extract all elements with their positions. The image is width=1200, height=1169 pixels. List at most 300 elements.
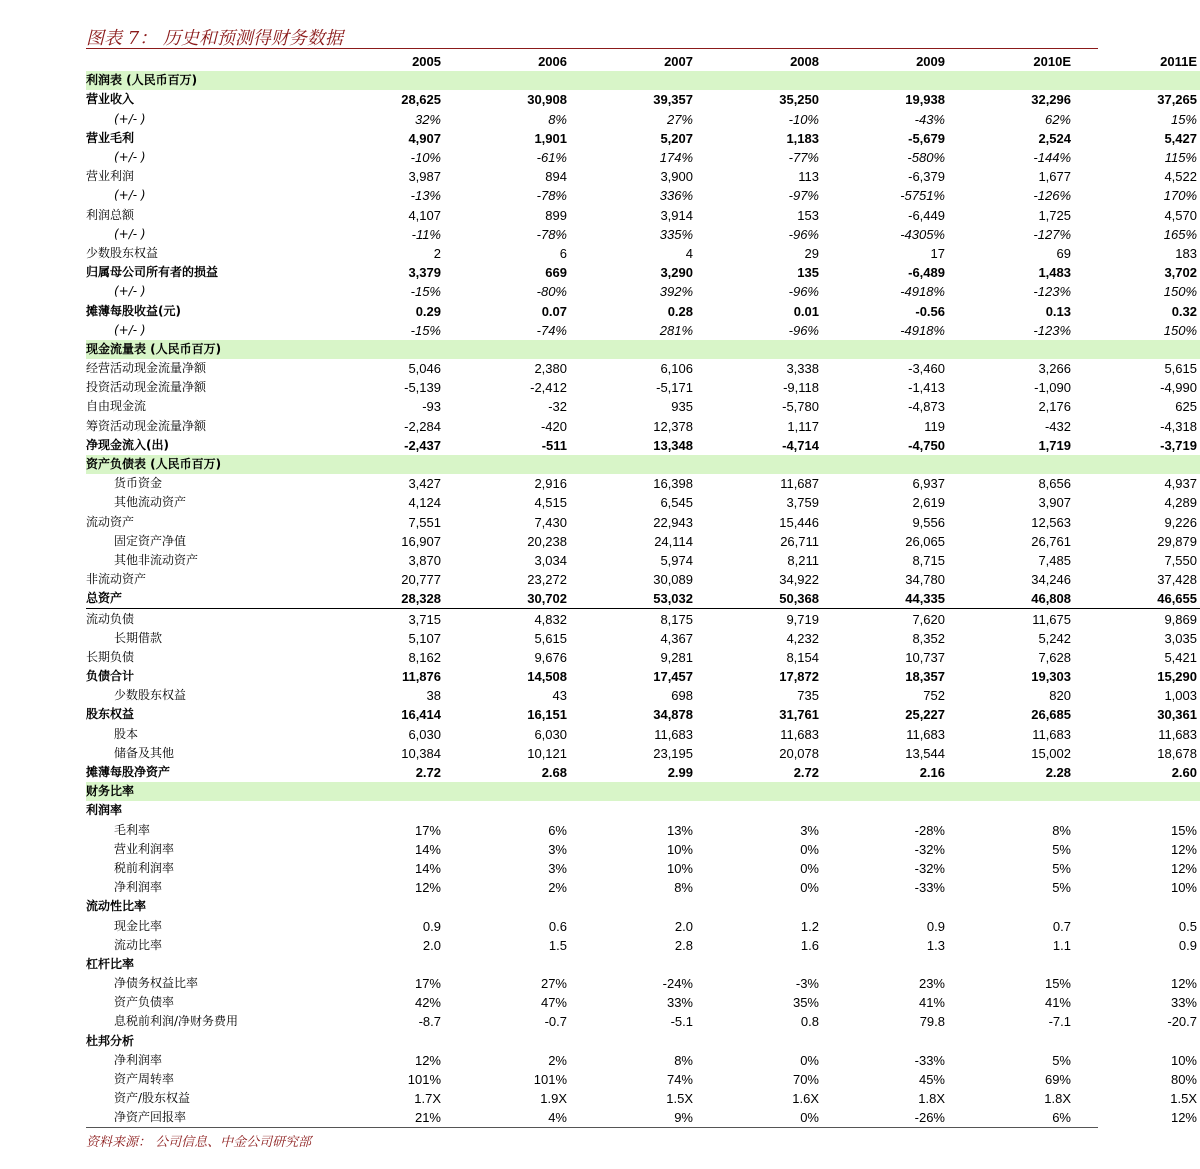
value-cell: 34,878 <box>653 707 693 723</box>
value-cell: -15% <box>410 284 441 300</box>
value-cell <box>444 1032 570 1051</box>
value-cell: 3,035 <box>1164 630 1197 646</box>
value-cell: 2.0 <box>674 918 693 934</box>
table-row <box>86 744 1200 763</box>
table-row <box>86 129 1200 148</box>
table-row <box>86 705 1200 724</box>
value-cell: 23% <box>918 976 945 992</box>
value-cell: -511 <box>541 437 567 453</box>
value-cell: -3% <box>795 976 819 992</box>
value-cell: -2,412 <box>530 380 567 396</box>
value-cell <box>948 897 1074 916</box>
table-row <box>86 321 1200 340</box>
table-row <box>86 878 1200 897</box>
row-label: 净债务权益比率 <box>114 976 199 991</box>
value-cell: 2% <box>548 880 567 896</box>
table-row <box>86 859 1200 878</box>
value-cell <box>948 340 1074 359</box>
table-row <box>86 206 1200 225</box>
value-cell: -43% <box>914 111 945 127</box>
table-row <box>86 609 1200 629</box>
year-header: 2005 <box>412 54 441 70</box>
row-label: 净利润率 <box>114 880 163 895</box>
value-cell: 14,508 <box>527 669 567 685</box>
value-cell: 10,737 <box>905 649 945 665</box>
row-label: 营业利润率 <box>114 841 175 856</box>
value-cell: -5.1 <box>670 1014 693 1030</box>
value-cell: 9,226 <box>1164 514 1197 530</box>
value-cell: -9,118 <box>783 380 819 396</box>
value-cell: 15,290 <box>1157 669 1197 685</box>
value-cell: 6,030 <box>534 726 567 742</box>
value-cell: 0.8 <box>800 1014 819 1030</box>
value-cell: 39,357 <box>653 92 693 108</box>
value-cell <box>822 1032 948 1051</box>
row-label: 资产负债率 <box>114 995 175 1010</box>
year-header: 2006 <box>538 54 567 70</box>
year-header: 2009 <box>916 54 945 70</box>
value-cell: 8,211 <box>787 552 819 568</box>
value-cell: 2,916 <box>534 476 567 492</box>
value-cell: 3% <box>800 822 819 838</box>
row-label: 投资活动现金流量净额 <box>86 380 207 395</box>
value-cell: 2.28 <box>1045 765 1071 781</box>
value-cell: 183 <box>1175 245 1197 261</box>
value-cell: 12% <box>414 880 441 896</box>
value-cell: 4,124 <box>408 495 441 511</box>
row-label: 流动负债 <box>86 611 135 626</box>
value-cell: 1.1 <box>1052 937 1071 953</box>
table-row <box>86 936 1200 955</box>
value-cell: 3,379 <box>408 265 441 281</box>
value-cell: 1,677 <box>1038 169 1071 185</box>
row-label: 摊薄每股净资产 <box>86 765 171 780</box>
value-cell: 0.7 <box>1052 918 1071 934</box>
value-cell: 27% <box>666 111 693 127</box>
value-cell: 735 <box>797 688 819 704</box>
value-cell: -13% <box>410 188 441 204</box>
value-cell: 1.6 <box>800 937 819 953</box>
value-cell <box>444 782 570 801</box>
value-cell: 7,620 <box>912 611 945 627</box>
value-cell: 3,266 <box>1038 361 1071 377</box>
value-cell: 2,176 <box>1038 399 1071 415</box>
value-cell: 4,832 <box>534 611 567 627</box>
value-cell: 31,761 <box>779 707 819 723</box>
value-cell: -11% <box>411 226 441 242</box>
table-row <box>86 916 1200 935</box>
value-cell <box>696 955 822 974</box>
value-cell: 12,563 <box>1031 514 1071 530</box>
value-cell: 13% <box>666 822 693 838</box>
value-cell: 5,615 <box>534 630 567 646</box>
header-label-cell <box>86 52 318 71</box>
title-rule <box>86 48 1098 49</box>
value-cell: 8% <box>674 1052 693 1068</box>
row-label: 摊薄每股收益(元) <box>86 303 181 318</box>
value-cell: 935 <box>671 399 693 415</box>
table-row <box>86 993 1200 1012</box>
row-label: 流动比率 <box>114 937 163 952</box>
value-cell: 4,515 <box>534 495 567 511</box>
value-cell: 34,246 <box>1031 572 1071 588</box>
value-cell: 170% <box>1163 188 1197 204</box>
value-cell: -144% <box>1033 150 1071 166</box>
value-cell: 4,232 <box>786 630 819 646</box>
row-label: 固定资产净值 <box>114 533 187 548</box>
table-row <box>86 570 1200 589</box>
value-cell: 0% <box>800 841 819 857</box>
row-label: 储备及其他 <box>114 745 175 760</box>
value-cell: 37,428 <box>1157 572 1197 588</box>
value-cell: 17 <box>930 245 945 261</box>
value-cell: 5% <box>1052 841 1071 857</box>
value-cell: 5,242 <box>1038 630 1071 646</box>
value-cell <box>948 1032 1074 1051</box>
row-label: 利润表 (人民币百万) <box>86 71 318 90</box>
value-cell <box>822 782 948 801</box>
value-cell: -1,090 <box>1034 380 1071 396</box>
value-cell: -93 <box>422 399 441 415</box>
value-cell: 5% <box>1052 880 1071 896</box>
value-cell: 62% <box>1044 111 1071 127</box>
value-cell: 46,655 <box>1074 589 1200 609</box>
value-cell: 79.8 <box>919 1014 945 1030</box>
value-cell: 0.07 <box>541 303 567 319</box>
value-cell: 12% <box>1170 976 1197 992</box>
value-cell: 8% <box>1052 822 1071 838</box>
row-label: (+/- ) <box>114 111 146 126</box>
value-cell: -10% <box>788 111 819 127</box>
table-row <box>86 629 1200 648</box>
value-cell: 0% <box>800 880 819 896</box>
value-cell: -3,719 <box>1160 437 1197 453</box>
value-cell: 30,908 <box>527 92 567 108</box>
value-cell: 669 <box>545 265 567 281</box>
value-cell <box>948 955 1074 974</box>
value-cell: -123% <box>1033 322 1071 338</box>
table-row <box>86 110 1200 129</box>
value-cell <box>1074 1032 1200 1051</box>
value-cell: 25,227 <box>905 707 945 723</box>
value-cell: -4,318 <box>1160 418 1197 434</box>
value-cell: 15% <box>1170 822 1197 838</box>
value-cell: 11,683 <box>1158 726 1197 742</box>
value-cell <box>696 782 822 801</box>
table-row <box>86 532 1200 551</box>
value-cell: -3,460 <box>908 361 945 377</box>
value-cell: 4,937 <box>1164 476 1197 492</box>
value-cell: 0% <box>800 1052 819 1068</box>
value-cell: 27% <box>540 976 567 992</box>
value-cell: 5,427 <box>1164 130 1197 146</box>
value-cell: 8% <box>548 111 567 127</box>
row-label: 流动资产 <box>86 514 135 529</box>
value-cell <box>444 801 570 820</box>
value-cell <box>1074 897 1200 916</box>
value-cell: 46,808 <box>948 589 1074 609</box>
value-cell: 2.0 <box>422 937 441 953</box>
row-label: 税前利润率 <box>114 860 175 875</box>
value-cell: -32% <box>914 860 945 876</box>
value-cell <box>822 455 948 474</box>
value-cell <box>570 71 696 90</box>
value-cell: 7,430 <box>534 514 567 530</box>
row-label: 现金流量表 (人民币百万) <box>86 340 318 359</box>
row-label: 流动性比率 <box>86 899 147 914</box>
value-cell: 135 <box>797 265 819 281</box>
value-cell: 17% <box>414 822 441 838</box>
value-cell: 47% <box>540 995 567 1011</box>
value-cell: 6% <box>1052 1110 1071 1126</box>
value-cell: 894 <box>545 169 567 185</box>
value-cell <box>822 897 948 916</box>
row-label: 自由现金流 <box>86 399 147 414</box>
value-cell: 3,338 <box>786 361 819 377</box>
value-cell: 11,876 <box>401 669 441 685</box>
value-cell: 8,715 <box>912 552 945 568</box>
table-row <box>86 167 1200 186</box>
row-label: 财务比率 <box>86 782 318 801</box>
value-cell <box>444 340 570 359</box>
row-label: 负债合计 <box>86 669 135 684</box>
subsection-row <box>86 897 1200 916</box>
value-cell: 8,162 <box>408 649 441 665</box>
value-cell: 150% <box>1163 322 1197 338</box>
row-label: 资产/股东权益 <box>114 1091 191 1106</box>
value-cell: 3,914 <box>660 207 693 223</box>
row-label: 毛利率 <box>114 822 151 837</box>
value-cell <box>570 801 696 820</box>
financial-table <box>86 52 1200 1128</box>
table-row <box>86 648 1200 667</box>
row-label: 长期借款 <box>114 630 163 645</box>
value-cell: 5,207 <box>660 130 693 146</box>
table-row <box>86 263 1200 282</box>
value-cell: 0.5 <box>1178 918 1197 934</box>
value-cell: 11,675 <box>1032 611 1071 627</box>
value-cell: 7,485 <box>1038 552 1071 568</box>
value-cell: 33% <box>1170 995 1197 1011</box>
value-cell: 4 <box>685 245 693 261</box>
value-cell <box>948 455 1074 474</box>
table-row <box>86 513 1200 532</box>
value-cell: -4918% <box>900 322 945 338</box>
value-cell <box>1074 801 1200 820</box>
table-row <box>86 436 1200 455</box>
value-cell: 101% <box>407 1072 441 1088</box>
value-cell: 17,457 <box>653 669 693 685</box>
value-cell: 20,238 <box>527 533 567 549</box>
value-cell: 11,683 <box>1032 726 1071 742</box>
value-cell: 6% <box>548 822 567 838</box>
value-cell: 80% <box>1170 1072 1197 1088</box>
value-cell <box>696 455 822 474</box>
value-cell: -127% <box>1033 226 1071 242</box>
value-cell: -32 <box>548 399 567 415</box>
value-cell: 2.68 <box>541 765 567 781</box>
value-cell <box>570 1032 696 1051</box>
value-cell: 38 <box>426 688 441 704</box>
value-cell: 625 <box>1175 399 1197 415</box>
value-cell: 17% <box>414 976 441 992</box>
table-row <box>86 474 1200 493</box>
value-cell: 4,907 <box>408 130 441 146</box>
value-cell: -24% <box>662 976 693 992</box>
value-cell <box>696 71 822 90</box>
value-cell: 6 <box>559 245 567 261</box>
value-cell: 30,361 <box>1157 707 1197 723</box>
value-cell: -78% <box>536 188 567 204</box>
value-cell: 4% <box>548 1110 567 1126</box>
value-cell: -33% <box>914 880 945 896</box>
value-cell <box>1074 782 1200 801</box>
value-cell: 6,106 <box>660 361 693 377</box>
value-cell: 2.60 <box>1171 765 1197 781</box>
row-label: 经营活动现金流量净额 <box>86 361 207 376</box>
value-cell: 5% <box>1052 860 1071 876</box>
row-label: 资产负债表 (人民币百万) <box>86 455 318 474</box>
value-cell: 336% <box>659 188 693 204</box>
value-cell: 11,683 <box>906 726 945 742</box>
value-cell: -20.7 <box>1167 1014 1197 1030</box>
value-cell: 0.28 <box>667 303 693 319</box>
table-row <box>86 667 1200 686</box>
table-row <box>86 725 1200 744</box>
value-cell: 18,357 <box>905 669 945 685</box>
table-row <box>86 417 1200 436</box>
value-cell: 20,078 <box>779 745 819 761</box>
value-cell <box>822 340 948 359</box>
row-label: 杜邦分析 <box>86 1033 135 1048</box>
value-cell: 7,550 <box>1164 552 1197 568</box>
value-cell: 1,901 <box>534 130 567 146</box>
value-cell <box>1074 340 1200 359</box>
value-cell: 45% <box>918 1072 945 1088</box>
value-cell: 17,872 <box>779 669 819 685</box>
row-label: (+/- ) <box>114 150 146 165</box>
value-cell: 9,719 <box>786 611 819 627</box>
value-cell: -4918% <box>900 284 945 300</box>
value-cell: 0% <box>800 1110 819 1126</box>
value-cell <box>822 955 948 974</box>
value-cell: -2,284 <box>404 418 441 434</box>
value-cell: 34,780 <box>905 572 945 588</box>
value-cell: 12,378 <box>653 418 693 434</box>
header-row <box>86 52 1200 71</box>
value-cell: 6,937 <box>912 476 945 492</box>
value-cell: -0.56 <box>915 303 945 319</box>
value-cell: 12% <box>414 1052 441 1068</box>
value-cell: -97% <box>788 188 819 204</box>
value-cell <box>318 340 444 359</box>
row-label: 股本 <box>114 726 139 741</box>
value-cell: 2 <box>433 245 441 261</box>
row-label: 其他流动资产 <box>114 495 187 510</box>
value-cell: 3,907 <box>1038 495 1071 511</box>
value-cell: 1,725 <box>1038 207 1071 223</box>
value-cell: 15,446 <box>779 514 819 530</box>
value-cell: 1,483 <box>1038 265 1071 281</box>
row-label: 营业毛利 <box>86 130 135 145</box>
value-cell: 3,715 <box>408 611 441 627</box>
value-cell: 0.32 <box>1171 303 1197 319</box>
value-cell: 119 <box>924 418 945 434</box>
value-cell: -28% <box>914 822 945 838</box>
value-cell: 2.72 <box>793 765 819 781</box>
year-header: 2007 <box>664 54 693 70</box>
table-row <box>86 840 1200 859</box>
value-cell: 335% <box>659 226 693 242</box>
value-cell: -5,139 <box>404 380 441 396</box>
value-cell: 9,556 <box>912 514 945 530</box>
value-cell: -26% <box>914 1110 945 1126</box>
value-cell: 174% <box>659 150 693 166</box>
value-cell: 26,761 <box>1031 533 1071 549</box>
value-cell: 5,107 <box>408 630 441 646</box>
value-cell: 2.72 <box>415 765 441 781</box>
value-cell: 1.5 <box>548 937 567 953</box>
value-cell: 2.16 <box>919 765 945 781</box>
value-cell: -7.1 <box>1048 1014 1071 1030</box>
value-cell <box>570 955 696 974</box>
table-row <box>86 282 1200 301</box>
row-label: 杠杆比率 <box>86 956 135 971</box>
value-cell: 0.01 <box>793 303 819 319</box>
value-cell: 8,656 <box>1038 476 1071 492</box>
table-row <box>86 301 1200 320</box>
value-cell: 26,685 <box>1031 707 1071 723</box>
value-cell: -4,990 <box>1160 380 1197 396</box>
value-cell: -126% <box>1033 188 1071 204</box>
value-cell: 3,870 <box>408 552 441 568</box>
value-cell: -6,379 <box>908 169 945 185</box>
value-cell: 1.6X <box>792 1091 819 1107</box>
value-cell: 0.13 <box>1045 303 1071 319</box>
value-cell: -33% <box>914 1052 945 1068</box>
value-cell: 1.8X <box>1044 1091 1071 1107</box>
value-cell: 10% <box>666 860 693 876</box>
value-cell: 0.9 <box>1178 937 1197 953</box>
section-header-row <box>86 455 1200 474</box>
value-cell: 24,114 <box>654 533 693 549</box>
table-row <box>86 186 1200 205</box>
value-cell: 281% <box>659 322 693 338</box>
value-cell: 3,702 <box>1164 265 1197 281</box>
value-cell: 10% <box>666 841 693 857</box>
value-cell: 14% <box>414 860 441 876</box>
value-cell: 820 <box>1049 688 1071 704</box>
value-cell: 2.8 <box>674 937 693 953</box>
value-cell: 3,900 <box>660 169 693 185</box>
value-cell: 8,352 <box>912 630 945 646</box>
value-cell: 74% <box>666 1072 693 1088</box>
value-cell <box>948 801 1074 820</box>
value-cell: -5751% <box>900 188 945 204</box>
figure-title: 图表 7： 历史和预测得财务数据 <box>86 28 343 49</box>
value-cell: 150% <box>1163 284 1197 300</box>
value-cell: 8% <box>674 880 693 896</box>
value-cell <box>318 1032 444 1051</box>
value-cell: 13,544 <box>905 745 945 761</box>
row-label: 少数股东权益 <box>114 688 187 703</box>
year-header: 2011E <box>1160 54 1197 70</box>
value-cell: 0.9 <box>422 918 441 934</box>
value-cell <box>318 455 444 474</box>
value-cell: 44,335 <box>822 589 948 609</box>
row-label: 净资产回报率 <box>114 1110 187 1125</box>
value-cell: 41% <box>918 995 945 1011</box>
